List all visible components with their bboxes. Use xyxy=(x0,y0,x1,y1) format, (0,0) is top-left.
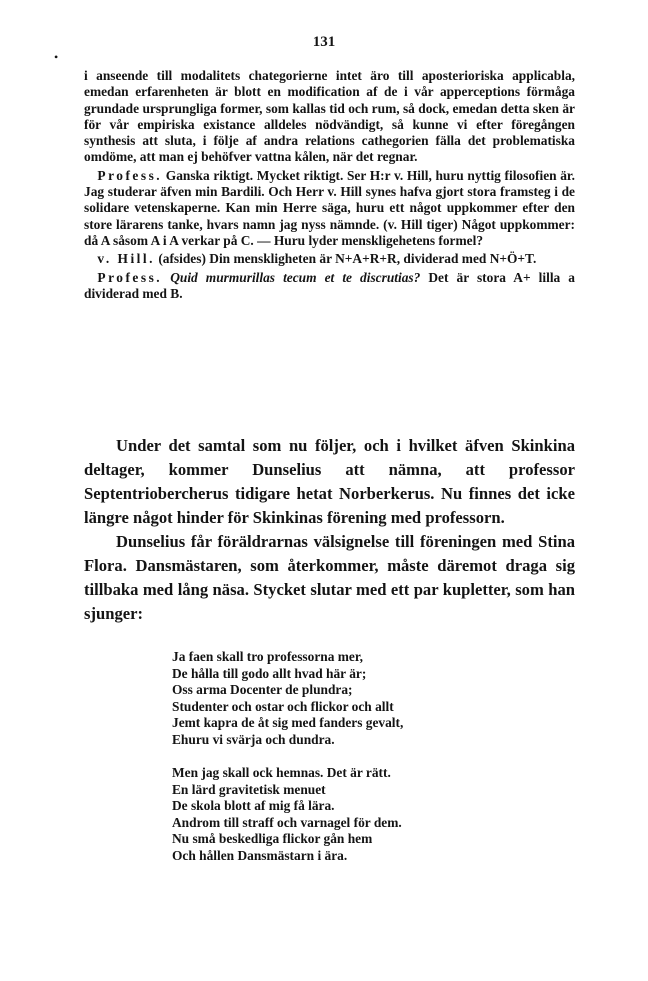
page-number: 131 xyxy=(312,34,336,50)
dialogue-line-hill xyxy=(84,251,575,267)
summary-block xyxy=(84,434,575,626)
summary-paragraph-1: Under det samtal som nu följer, och i hvilket äfven Skinkina deltager, kommer Dunselius att nämna, att professor Septentriobercherus tidigare hetat Norberkerus. Nu finnes det icke längre något hinder för Skinkinas förening med professorn. xyxy=(84,436,575,527)
dialogue-line-professor-2 xyxy=(84,270,575,303)
verse-line: Men jag skall ock hemnas. Det är rätt. xyxy=(172,765,391,780)
verse-line: Oss arma Docenter de plundra; xyxy=(172,682,353,697)
verse-stanza-1 xyxy=(172,649,552,748)
verse-line: Ja faen skall tro professorna mer, xyxy=(172,649,363,664)
speaker-name: Profess. xyxy=(97,269,163,285)
summary-paragraph-2: Dunselius får föräldrarnas välsignelse till föreningen med Stina Flora. Dansmästaren, som återkommer, måste däremot draga sig tillbaka med lång näsa. Stycket slutar med ett par kupletter, som han sjunger: xyxy=(84,532,575,623)
verse-line: Och hållen Dansmästarn i ära. xyxy=(172,847,348,863)
dialogue-block xyxy=(84,68,575,302)
verse-line: De hålla till godo allt hvad här är; xyxy=(172,665,367,681)
verse-line: De skola blott af mig få lära. xyxy=(172,798,335,813)
verse-line: Androm till straff och varnagel för dem. xyxy=(172,814,402,830)
dialogue-text: Det är stora A+ lilla a dividerad med B. xyxy=(84,269,575,301)
verse-line: Nu små beskedliga flickor gån hem xyxy=(172,831,373,846)
dialogue-line-professor-1 xyxy=(84,168,575,249)
dialogue-text: Ganska riktigt. Mycket riktigt. Ser H:r v. Hill, huru nyttig filosofien är. Jag studerar äfven min Bardili. Och Herr v. Hill synes hafva gjort stora framsteg i de solidare vetenskaperne. Kan min Herre säga, huru ett något uppkommer efter den store lärarens tanke, hvars namn jag nyss nämnde. (v. Hill tiger) Något uppkommer: då A såsom A i A verkar på C. — Huru lyder menskligehetens formel? xyxy=(84,167,575,248)
argument-paragraph: i anseende till modalitets chategorierne intet äro till aposterioriska applicabla, emedan erfarenheten är blott en modification af de i vår apperceptions förmåga grundade ursprungliga former, som kallas tid och rum, så dock, emedan detta sken är för vår empiriska existance alldeles nödvändigt, så kunne vi efter föregången synthesis att sluta, i följe af andra relations cathegorien fälla det problematiska omdöme, att man ej behöfver vattna kålen, när det regnar. xyxy=(84,68,575,165)
verse-line: Studenter och ostar och flickor och allt xyxy=(172,698,394,714)
verse-stanza-2 xyxy=(172,765,552,864)
dialogue-text: (afsides) Din menskligheten är N+A+R+R, dividerad med N+Ö+T. xyxy=(154,251,537,267)
verse-line: Ehuru vi svärja och dundra. xyxy=(172,731,335,747)
verse-line: En lärd gravitetisk menuet xyxy=(172,781,326,797)
margin-mark: • xyxy=(54,50,59,64)
verse-line: Jemt kapra de åt sig med fanders gevalt, xyxy=(172,715,404,730)
speaker-name: Profess. xyxy=(97,167,163,183)
speaker-name: v. Hill. xyxy=(97,251,155,267)
latin-quote: Quid murmurillas tecum et te discrutias? xyxy=(170,269,421,285)
